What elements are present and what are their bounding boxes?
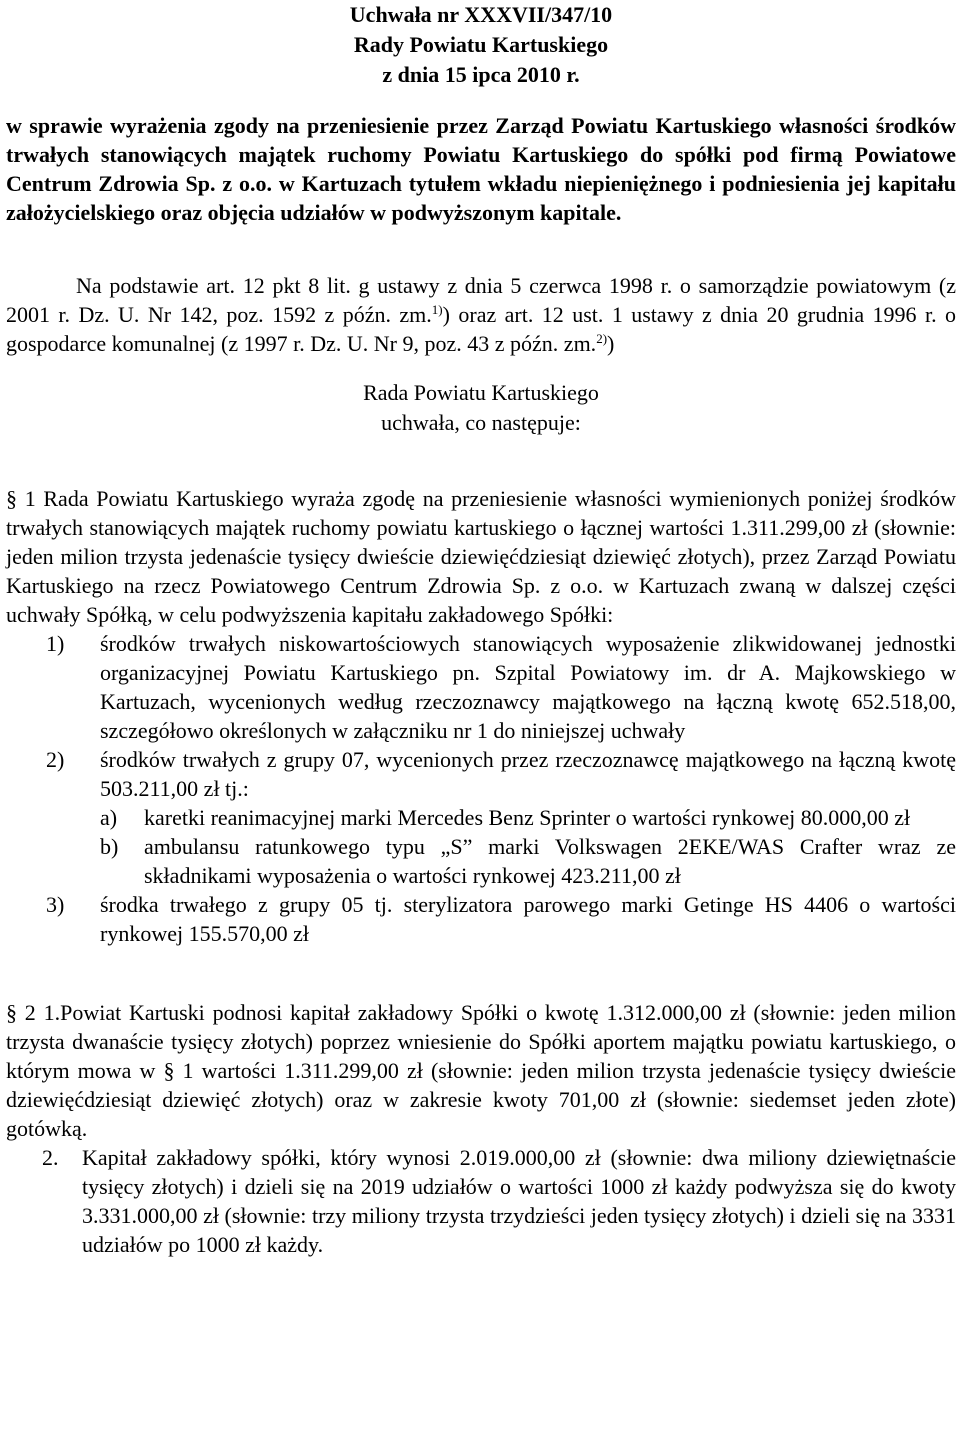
list-item-number: 3) bbox=[46, 892, 65, 917]
list-item-text: środka trwałego z grupy 05 tj. sterylizatora parowego marki Getinge HS 4406 o wartości rynkowej 155.570,00 zł bbox=[100, 892, 956, 946]
list-item bbox=[6, 745, 956, 890]
list-item bbox=[6, 629, 956, 745]
resolution-date: z dnia 15 ipca 2010 r. bbox=[382, 62, 580, 87]
sublist-item bbox=[100, 803, 956, 832]
section-2-list bbox=[6, 1143, 956, 1259]
footnote-ref-1: 1) bbox=[431, 302, 443, 317]
section-1-list bbox=[6, 629, 956, 948]
document-header bbox=[6, 0, 956, 90]
sublist-item-text: karetki reanimacyjnej marki Mercedes Benz Sprinter o wartości rynkowej 80.000,00 zł bbox=[144, 805, 911, 830]
council-name: Rada Powiatu Kartuskiego bbox=[363, 380, 599, 405]
list-item-text: środków trwałych niskowartościowych stanowiących wyposażenie zlikwidowanej jednostki organizacyjnej Powiatu Kartuskiego pn. Szpital Powiatowy im. dr A. Majkowskiego w Kartuzach, wycenionych według rzeczoznawcy majątkowego na łączną kwotę 652.518,00, szczegółowo określonych w załączniku nr 1 do niniejszej uchwały bbox=[100, 631, 956, 743]
footnote-ref-2: 2) bbox=[596, 331, 608, 346]
list-item bbox=[6, 1143, 956, 1259]
list-item-text: środków trwałych z grupy 07, wycenionych przez rzeczoznawcę majątkowego na łączną kwotę 503.211,00 zł tj.: bbox=[100, 747, 956, 801]
document-page bbox=[6, 0, 956, 1259]
resolution-number: Uchwała nr XXXVII/347/10 bbox=[349, 2, 613, 27]
issuing-body: Rady Powiatu Kartuskiego bbox=[353, 32, 609, 57]
sublist-item-label: b) bbox=[100, 834, 119, 859]
section-2 bbox=[6, 998, 956, 1259]
list-item-number: 1) bbox=[46, 631, 65, 656]
section-2-text: § 2 1.Powiat Kartuski podnosi kapitał zakładowy Spółki o kwotę 1.312.000,00 zł (słownie: jeden milion trzysta dwanaście tysięcy złotych) poprzez wniesienie do Spółki aportem majątku powiatu kartuskiego, o którym mowa w § 1 wartości 1.311.299,00 zł (słownie: jeden milion trzysta jedenaście tysięcy dwieście dziewięćdziesiąt dziewięć złotych) oraz w zakresie kwoty 701,00 zł (słownie: siedemset jeden złote) gotówką. bbox=[6, 1000, 956, 1141]
section-1-text: § 1 Rada Powiatu Kartuskiego wyraża zgodę na przeniesienie własności wymienionych poniżej środków trwałych stanowiących majątek ruchomy powiatu kartuskiego o łącznej wartości 1.311.299,00 zł (słownie: jeden milion trzysta jedenaście tysięcy dwieście dziewięćdziesiąt dziewięć złotych), przez Zarząd Powiatu Kartuskiego na rzecz Powiatowego Centrum Zdrowia Sp. z o.o. w Kartuzach zwaną w dalszej części uchwały Spółką, w celu podwyższenia kapitału zakładowego Spółki: bbox=[6, 486, 956, 627]
legal-basis-part3: ) bbox=[607, 331, 615, 356]
resolution-formula bbox=[6, 378, 956, 438]
sublist-item-text: ambulansu ratunkowego typu „S” marki Volkswagen 2EKE/WAS Crafter wraz ze składnikami wyposażenia o wartości rynkowej 423.211,00 zł bbox=[144, 834, 956, 888]
sublist-wrapper bbox=[100, 803, 956, 890]
resolves-phrase: uchwała, co następuje: bbox=[381, 410, 581, 435]
legal-basis bbox=[6, 271, 956, 358]
sublist-item bbox=[100, 832, 956, 890]
list-item-text: Kapitał zakładowy spółki, który wynosi 2.019.000,00 zł (słownie: dwa miliony dziewiętnaście tysięcy złotych) i dzieli się na 2019 udziałów o wartości 1000 zł każdy podwyższa się do kwoty 3.331.000,00 zł (słownie: trzy miliony trzysta trzydzieści jeden tysięcy złotych) i dzieli się na 3331 udziałów po 1000 zł każdy. bbox=[82, 1145, 956, 1257]
legal-basis-part1: Na podstawie art. 12 pkt 8 lit. g ustawy z dnia 5 czerwca 1998 r. o samorządzie powiatowym (z 2001 r. Dz. U. Nr 142, poz. 1592 z późn. zm. bbox=[6, 273, 956, 327]
section-1 bbox=[6, 484, 956, 948]
resolution-subject: w sprawie wyrażenia zgody na przeniesienie przez Zarząd Powiatu Kartuskiego własności środków trwałych stanowiących majątek ruchomy Powiatu Kartuskiego do spółki pod firmą Powiatowe Centrum Zdrowia Sp. z o.o. w Kartuzach tytułem wkładu niepieniężnego i podniesienia jej kapitału założycielskiego oraz objęcia udziałów w podwyższonym kapitale. bbox=[6, 113, 956, 225]
legal-basis-part2: ) oraz art. 12 ust. 1 ustawy z dnia 20 grudnia 1996 r. o gospodarce komunalnej (z 1997 r. Dz. U. Nr 9, poz. 43 z późn. zm. bbox=[6, 302, 957, 356]
list-item bbox=[6, 890, 956, 948]
sublist-item-label: a) bbox=[100, 805, 118, 830]
list-item-number: 2. bbox=[42, 1145, 59, 1170]
list-item-number: 2) bbox=[46, 747, 65, 772]
sublist bbox=[100, 803, 956, 890]
